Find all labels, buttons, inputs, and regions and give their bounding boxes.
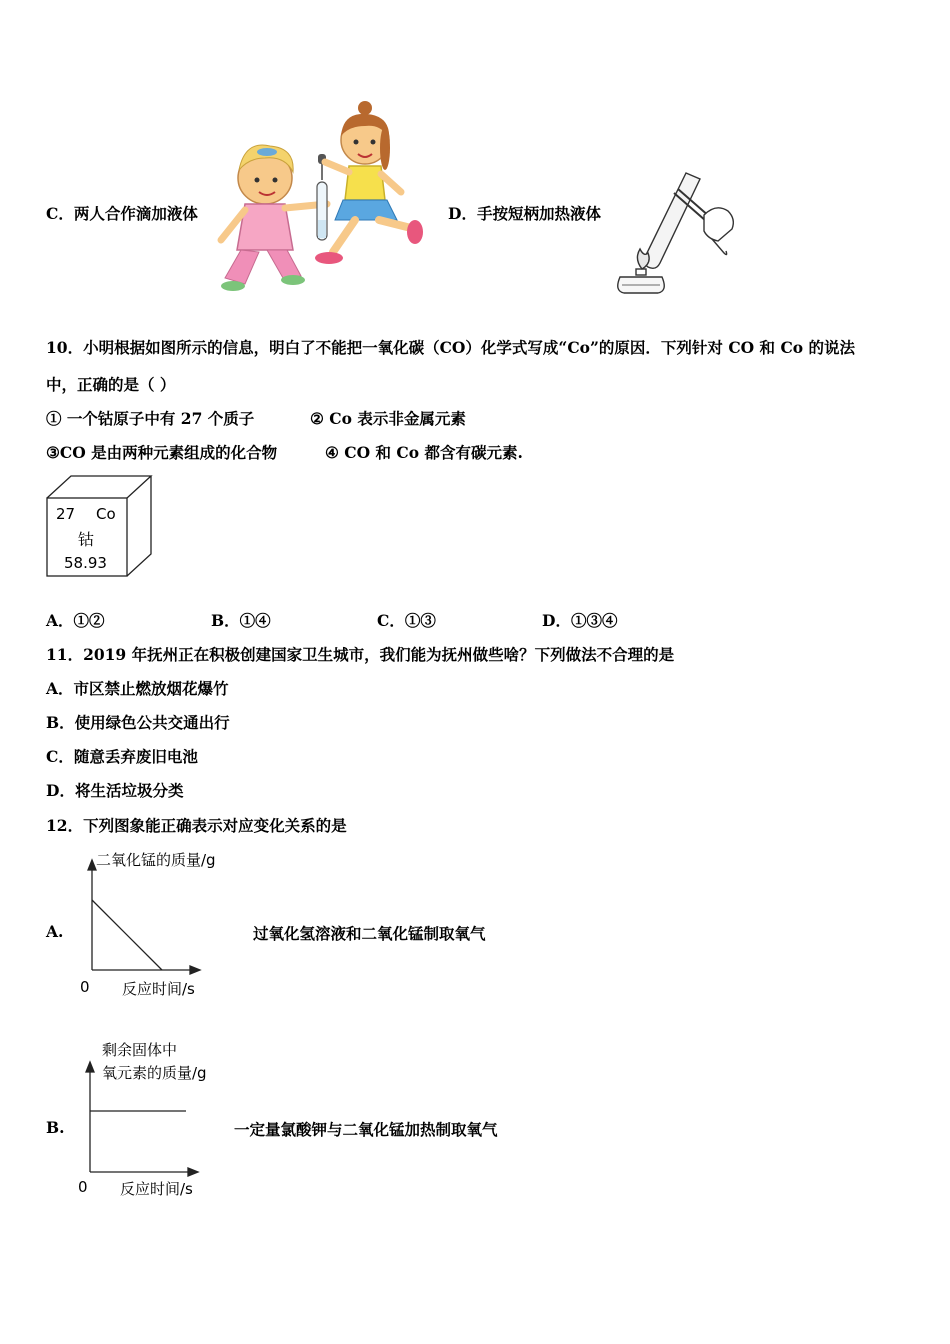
- q10-statement-1: ① 一个钴原子中有 27 个质子: [46, 409, 255, 428]
- element-name: 钴: [78, 530, 95, 549]
- cobalt-element-cell: [44, 474, 156, 580]
- option-d-text: D．手按短柄加热液体: [448, 204, 601, 223]
- q11-option-a[interactable]: A．市区禁止燃放烟花爆竹: [46, 679, 229, 698]
- chart-a: [78, 848, 238, 998]
- chart-b-y-arrow: [86, 1062, 94, 1072]
- q12-option-b-desc: 一定量氯酸钾与二氧化锰加热制取氧气: [234, 1120, 498, 1139]
- q10-option-b[interactable]: B．①④: [211, 611, 271, 630]
- chart-a-series-line: [92, 900, 162, 970]
- q12-option-b-label[interactable]: B.: [46, 1118, 65, 1137]
- chart-b-xlabel: 反应时间/s: [120, 1180, 193, 1198]
- chart-b-ylabel-line1: 剩余固体中: [102, 1041, 178, 1059]
- chart-a-origin: 0: [80, 978, 90, 996]
- q10-option-d[interactable]: D．①③④: [542, 611, 618, 630]
- q10-option-a[interactable]: A．①②: [46, 611, 105, 630]
- q10-stem-line2: 中，正确的是（ ）: [46, 375, 176, 394]
- q11-option-c[interactable]: C．随意丢弃废旧电池: [46, 747, 198, 766]
- chart-a-ylabel: 二氧化锰的质量/g: [96, 851, 216, 869]
- chart-b-x-arrow: [188, 1168, 198, 1176]
- chart-a-xlabel: 反应时间/s: [122, 980, 195, 998]
- element-atomic-number: 27: [56, 505, 76, 523]
- chart-b-ylabel-line2: 氧元素的质量/g: [102, 1064, 207, 1082]
- option-c-text: C．两人合作滴加液体: [46, 204, 198, 223]
- q10-statement-2: ② Co 表示非金属元素: [310, 409, 466, 428]
- chart-a-y-arrow: [88, 860, 96, 870]
- q10-statement-3: ③CO 是由两种元素组成的化合物: [46, 443, 278, 462]
- q12-stem: 12．下列图象能正确表示对应变化关系的是: [46, 816, 347, 835]
- q11-stem: 11．2019 年抚州正在积极创建国家卫生城市，我们能为抚州做些啥？下列做法不合理的是: [46, 645, 675, 664]
- two-children-dropping-liquid-illustration: [215, 100, 430, 295]
- girl-left-figure: [221, 145, 327, 291]
- element-atomic-mass: 58.93: [64, 554, 107, 572]
- q12-option-a-label[interactable]: A.: [46, 922, 64, 941]
- q12-option-a-desc: 过氧化氢溶液和二氧化锰制取氧气: [253, 924, 486, 943]
- girl-right-figure: [315, 101, 423, 264]
- chart-b: [76, 1038, 236, 1198]
- heating-test-tube-by-hand-illustration: [608, 165, 740, 297]
- q10-option-c[interactable]: C．①③: [377, 611, 436, 630]
- chart-a-x-arrow: [190, 966, 200, 974]
- q11-option-b[interactable]: B．使用绿色公共交通出行: [46, 713, 230, 732]
- q10-stem-line1: 10．小明根据如图所示的信息，明白了不能把一氧化碳（CO）化学式写成“Co”的原因．下列针对 CO 和 Co 的说法: [46, 338, 856, 357]
- q11-option-d[interactable]: D．将生活垃圾分类: [46, 781, 184, 800]
- element-symbol: Co: [96, 505, 116, 523]
- q10-statement-4: ④ CO 和 Co 都含有碳元素.: [325, 443, 523, 462]
- chart-b-origin: 0: [78, 1178, 88, 1196]
